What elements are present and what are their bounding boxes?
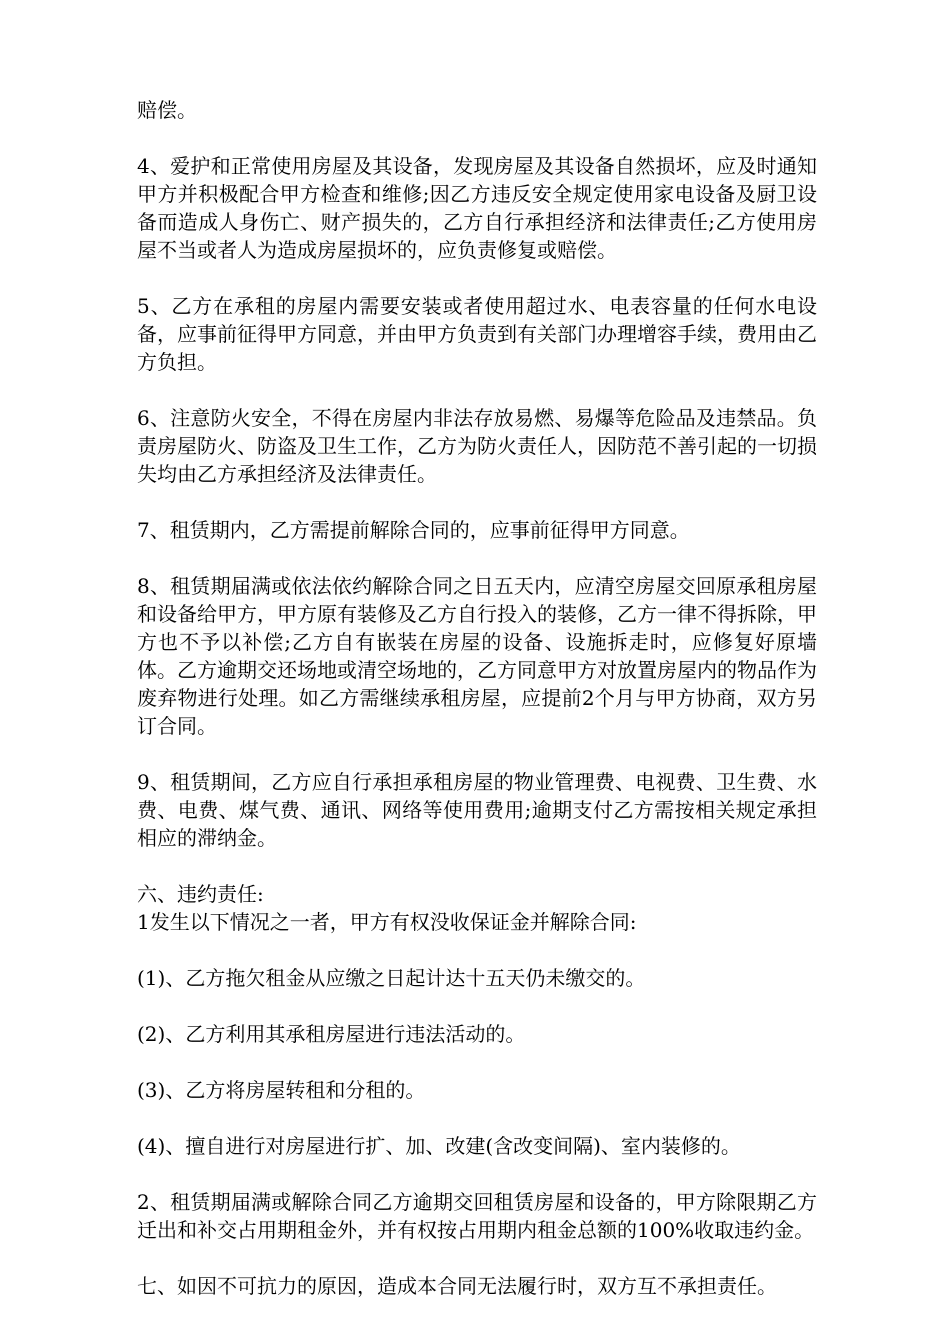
- paragraph-clause-5: 5、乙方在承租的房屋内需要安装或者使用超过水、电表容量的任何水电设备，应事前征得甲方同意，并由甲方负责到有关部门办理增容手续，费用由乙方负担。: [137, 294, 817, 374]
- paragraph-breach-item-1: (1)、乙方拖欠租金从应缴之日起计达十五天仍未缴交的。: [137, 966, 646, 990]
- section-force-majeure: 七、如因不可抗力的原因，造成本合同无法履行时，双方互不承担责任。: [137, 1274, 777, 1298]
- paragraph-breach-1: 1发生以下情况之一者，甲方有权没收保证金并解除合同:: [137, 910, 637, 934]
- paragraph-breach-item-4: (4)、擅自进行对房屋进行扩、加、改建(含改变间隔)、室内装修的。: [137, 1134, 741, 1158]
- paragraph-clause-8: 8、租赁期届满或依法依约解除合同之日五天内，应清空房屋交回原承租房屋和设备给甲方，甲方原有装修及乙方自行投入的装修，乙方一律不得拆除，甲方也不予以补偿;乙方自有嵌装在房屋的设备、设施拆走时，应修复好原墙体。乙方逾期交还场地或清空场地的，乙方同意甲方对放置房屋内的物品作为废弃物进行处理。如乙方需继续承租房屋，应提前2个月与甲方协商，双方另订合同。: [137, 574, 817, 738]
- paragraph-clause-7: 7、租赁期内，乙方需提前解除合同的，应事前征得甲方同意。: [137, 518, 690, 542]
- section-heading-breach: 六、违约责任:: [137, 882, 264, 906]
- paragraph-breach-2: 2、租赁期届满或解除合同乙方逾期交回租赁房屋和设备的，甲方除限期乙方迁出和补交占用期租金外，并有权按占用期内租金总额的100%收取违约金。: [137, 1190, 817, 1242]
- document-body: [137, 96, 817, 1328]
- paragraph-clause-4: 4、爱护和正常使用房屋及其设备，发现房屋及其设备自然损坏，应及时通知甲方并积极配合甲方检查和维修;因乙方违反安全规定使用家电设备及厨卫设备而造成人身伤亡、财产损失的，乙方自行承担经济和法律责任;乙方使用房屋不当或者人为造成房屋损坏的，应负责修复或赔偿。: [137, 154, 817, 262]
- paragraph-breach-item-3: (3)、乙方将房屋转租和分租的。: [137, 1078, 426, 1102]
- paragraph-clause-6: 6、注意防火安全，不得在房屋内非法存放易燃、易爆等危险品及违禁品。负责房屋防火、防盗及卫生工作，乙方为防火责任人，因防范不善引起的一切损失均由乙方承担经济及法律责任。: [137, 406, 817, 486]
- paragraph-compensation-end: 赔偿。: [137, 98, 197, 122]
- paragraph-clause-9: 9、租赁期间，乙方应自行承担承租房屋的物业管理费、电视费、卫生费、水费、电费、煤气费、通讯、网络等使用费用;逾期支付乙方需按相关规定承担相应的滞纳金。: [137, 770, 817, 850]
- paragraph-breach-item-2: (2)、乙方利用其承租房屋进行违法活动的。: [137, 1022, 526, 1046]
